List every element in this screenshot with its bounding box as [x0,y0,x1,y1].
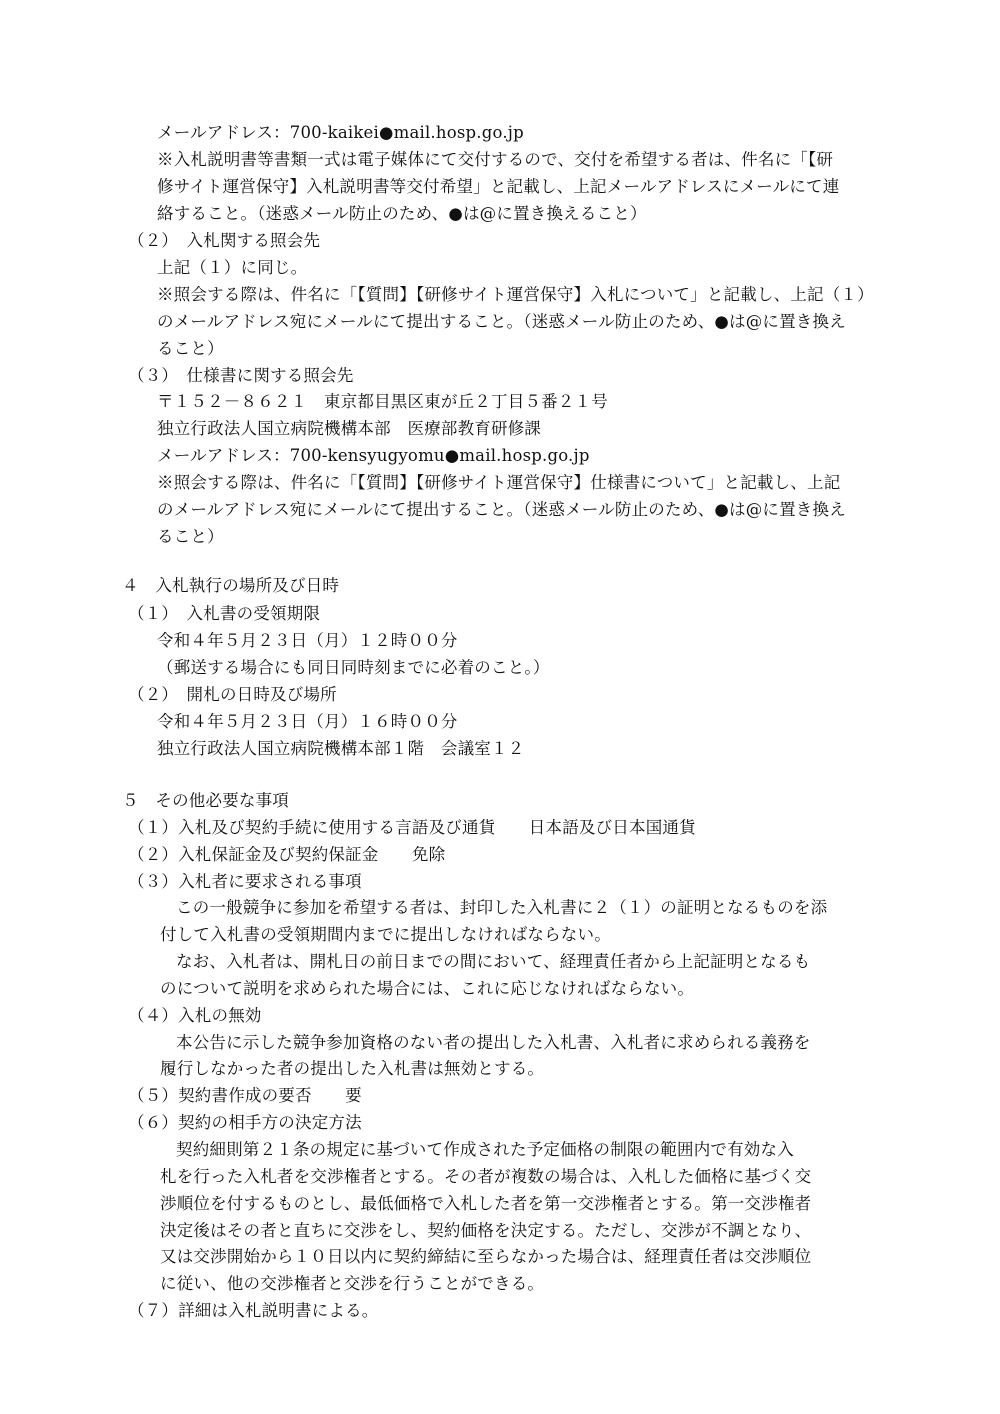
organization-line: 独立行政法人国立病院機構本部 医療部教育研修課 [157,419,542,438]
note-line: 絡すること。（迷惑メール防止のため、●は@に置き換えること） [157,204,647,223]
note-line: のメールアドレス宛にメールにて提出すること。（迷惑メール防止のため、●は@に置き換え [157,312,846,331]
body-line: 渉順位を付するものとし、最低価格で入札した者を第一交渉権者とする。第一交渉権者 [160,1194,812,1213]
subsection-heading: （３） 仕様書に関する照会先 [128,366,354,385]
subsection-heading: （３）入札者に要求される事項 [128,872,362,891]
contact-email-line: メールアドレス：700-kaikei●mail.hosp.go.jp [157,123,524,142]
body-line: 本公告に示した競争参加資格のない者の提出した入札書、入札者に求められる義務を [176,1033,811,1052]
deadline-line: 令和４年５月２３日（月）１２時００分 [157,631,458,650]
body-line: 履行しなかった者の提出した入札書は無効とする。 [160,1059,545,1078]
item-line: （１）入札及び契約手続に使用する言語及び通貨 日本語及び日本国通貨 [128,818,696,837]
subsection-heading: （１） 入札書の受領期限 [128,604,321,623]
section-heading: ４ 入札執行の場所及び日時 [122,576,340,595]
item-line: （５）契約書作成の要否 要 [128,1086,362,1105]
body-line: 契約細則第２１条の規定に基づいて作成された予定価格の制限の範囲内で有効な入 [176,1140,794,1159]
body-line: 札を行った入札者を交渉権者とする。その者が複数の場合は、入札した価格に基づく交 [160,1167,812,1186]
datetime-line: 令和４年５月２３日（月）１６時００分 [157,712,458,731]
body-line: この一般競争に参加を希望する者は、封印した入札書に２（１）の証明となるものを添 [176,898,828,917]
subsection-heading: （４）入札の無効 [128,1006,262,1025]
note-line: ること） [157,527,224,546]
location-line: 独立行政法人国立病院機構本部１階 会議室１２ [157,739,525,758]
body-line: 付して入札書の受領期間内までに提出しなければならない。 [160,925,611,944]
note-line: （郵送する場合にも同日同時刻までに必着のこと。） [157,658,550,677]
contact-email-line: メールアドレス：700-kensyugyomu●mail.hosp.go.jp [157,446,590,465]
address-line: 〒１５２－８６２１ 東京都目黒区東が丘２丁目５番２１号 [157,392,608,411]
body-line: のについて説明を求められた場合には、これに応じなければならない。 [160,979,695,998]
body-line: 決定後はその者と直ちに交渉をし、契約価格を決定する。ただし、交渉が不調となり、 [160,1221,812,1240]
body-line: に従い、他の交渉権者と交渉を行うことができる。 [160,1274,545,1293]
subsection-heading: （２） 入札関する照会先 [128,231,321,250]
note-line: のメールアドレス宛にメールにて提出すること。（迷惑メール防止のため、●は@に置き換え [157,500,846,519]
note-line: ※照会する際は、件名に「【質問】【研修サイト運営保守】入札について」と記載し、上記（１） [157,285,874,304]
section-heading: ５ その他必要な事項 [122,791,289,810]
subsection-heading: （２） 開札の日時及び場所 [128,685,337,704]
note-line: ること） [157,339,224,358]
subsection-heading: （６）契約の相手方の決定方法 [128,1113,362,1132]
note-line: ※入札説明書等書類一式は電子媒体にて交付するので、交付を希望する者は、件名に「【研 [157,150,834,169]
note-line: 修サイト運営保守】入札説明書等交付希望」と記載し、上記メールアドレスにメールにて連 [157,177,840,196]
body-line: 上記（１）に同じ。 [157,258,308,277]
body-line: 又は交渉開始から１０日以内に契約締結に至らなかった場合は、経理責任者は交渉順位 [160,1247,812,1266]
item-line: （２）入札保証金及び契約保証金 免除 [128,845,446,864]
note-line: ※照会する際は、件名に「【質問】【研修サイト運営保守】仕様書について」と記載し、上記 [157,473,841,492]
item-line: （７）詳細は入札説明書による。 [128,1301,379,1320]
body-line: なお、入札者は、開札日の前日までの間において、経理責任者から上記証明となるも [176,952,811,971]
